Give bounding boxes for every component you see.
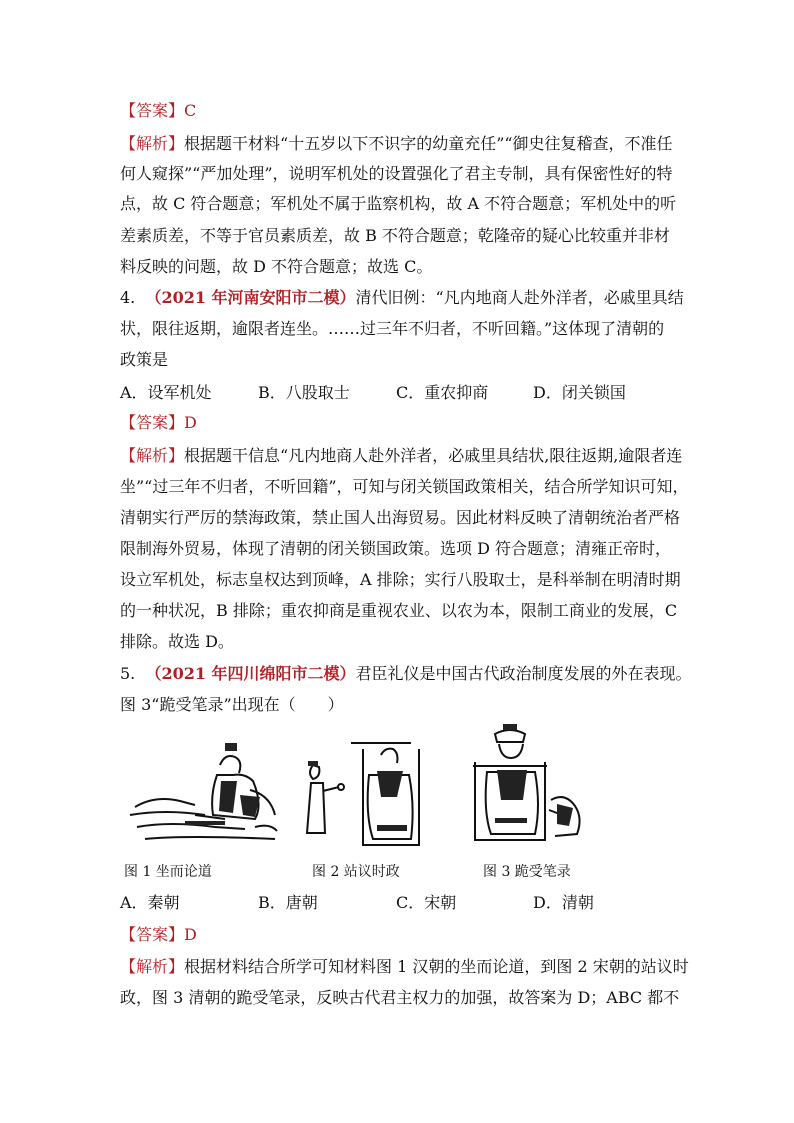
answer-label: 【答案】 xyxy=(120,413,185,432)
q5-stem-line-2: 图 3“跪受笔录”出现在（ ） xyxy=(120,695,344,714)
q4-option-a: A．设军机处 xyxy=(120,383,212,402)
analysis-text: 根据材料结合所学可知材料图 1 汉朝的坐而论道，到图 2 宋朝的站议时 xyxy=(184,957,689,976)
answer-label: 【答案】 xyxy=(120,925,185,944)
q5-answer xyxy=(120,925,197,945)
q5-option-b: B．唐朝 xyxy=(258,893,318,912)
q3-analysis-line-5: 料反映的问题，故 D 不符合题意；故选 C。 xyxy=(120,257,433,276)
question-number: 5. xyxy=(120,664,136,683)
q5-analysis-line-2: 政，图 3 清朝的跪受笔录，反映古代君主权力的加强，故答案为 D；ABC 都不 xyxy=(120,988,680,1007)
analysis-text: 根据题干材料“十五岁以下不识字的幼童充任”“御史往复稽查，不准任 xyxy=(184,134,673,153)
q3-analysis-line-3: 点，故 C 符合题意；军机处不属于监察机构，故 A 不符合题意；军机处中的听 xyxy=(120,194,677,213)
q4-analysis-line-6: 的一种状况，B 排除；重农抑商是重视农业、以农为本，限制工商业的发展，C xyxy=(120,601,678,620)
question-source: （2021 年四川绵阳市二模） xyxy=(145,664,356,683)
answer-label: 【答案】 xyxy=(120,101,185,120)
q4-analysis-line-5: 设立军机处，标志皇权达到顶峰，A 排除；实行八股取士，是科举制在明清时期 xyxy=(120,570,681,589)
stem-text: 清代旧例：“凡内地商人赴外洋者，必戚里具结 xyxy=(355,288,684,307)
analysis-label: 【解析】 xyxy=(120,134,185,153)
figure-3-illustration xyxy=(465,722,595,850)
q4-answer xyxy=(120,413,197,433)
answer-value: C xyxy=(184,101,197,120)
q4-stem-line-2: 状，限往返期，逾限者连坐。……过三年不归者，不听回籍。”这体现了清朝的 xyxy=(120,319,665,338)
q4-analysis-line-2: 坐”“过三年不归者，不听回籍”，可知与闭关锁国政策相关，结合所学知识可知， xyxy=(120,477,689,496)
figure-2-illustration xyxy=(293,735,433,850)
question-number: 4. xyxy=(120,288,136,307)
answer-value: D xyxy=(184,925,197,944)
analysis-label: 【解析】 xyxy=(120,957,185,976)
q4-option-b: B．八股取士 xyxy=(258,383,350,402)
figure-1-caption: 图 1 坐而论道 xyxy=(124,864,212,880)
q4-option-c: C．重农抑商 xyxy=(396,383,489,402)
figure-1-illustration xyxy=(125,735,285,850)
q4-option-d: D．闭关锁国 xyxy=(533,383,626,402)
q5-option-d: D．清朝 xyxy=(533,893,594,912)
question-source: （2021 年河南安阳市二模） xyxy=(145,288,356,307)
analysis-text: 根据题干信息“凡内地商人赴外洋者，必戚里具结状,限往返期,逾限者连 xyxy=(184,446,683,465)
q4-analysis-line-1 xyxy=(120,446,682,466)
q5-analysis-line-1 xyxy=(120,957,689,977)
q3-analysis-line-2: 何人窥探”“严加处理”，说明军机处的设置强化了君主专制，具有保密性好的特 xyxy=(120,164,673,183)
q4-analysis-line-7: 排除。故选 D。 xyxy=(120,632,234,651)
q4-analysis-line-3: 清朝实行严厉的禁海政策，禁止国人出海贸易。因此材料反映了清朝统治者严格 xyxy=(120,508,681,527)
analysis-label: 【解析】 xyxy=(120,446,185,465)
answer-value: D xyxy=(184,413,197,432)
figure-3-caption: 图 3 跪受笔录 xyxy=(483,864,571,880)
q3-answer xyxy=(120,101,196,121)
stem-text: 君臣礼仪是中国古代政治制度发展的外在表现。 xyxy=(355,664,692,683)
q3-analysis-line-4: 差素质差，不等于官员素质差，故 B 不符合题意；乾隆帝的疑心比较重并非材 xyxy=(120,226,670,245)
q4-analysis-line-4: 限制海外贸易，体现了清朝的闭关锁国政策。选项 D 符合题意；清雍正帝时， xyxy=(120,539,672,558)
q4-stem-line-1 xyxy=(120,288,684,308)
figure-2-caption: 图 2 站议时政 xyxy=(312,864,400,880)
q5-option-c: C．宋朝 xyxy=(396,893,457,912)
q5-stem-line-1 xyxy=(120,664,692,684)
q3-analysis-line-1 xyxy=(120,134,673,154)
q5-option-a: A．秦朝 xyxy=(120,893,180,912)
q4-stem-line-3: 政策是 xyxy=(120,350,169,369)
